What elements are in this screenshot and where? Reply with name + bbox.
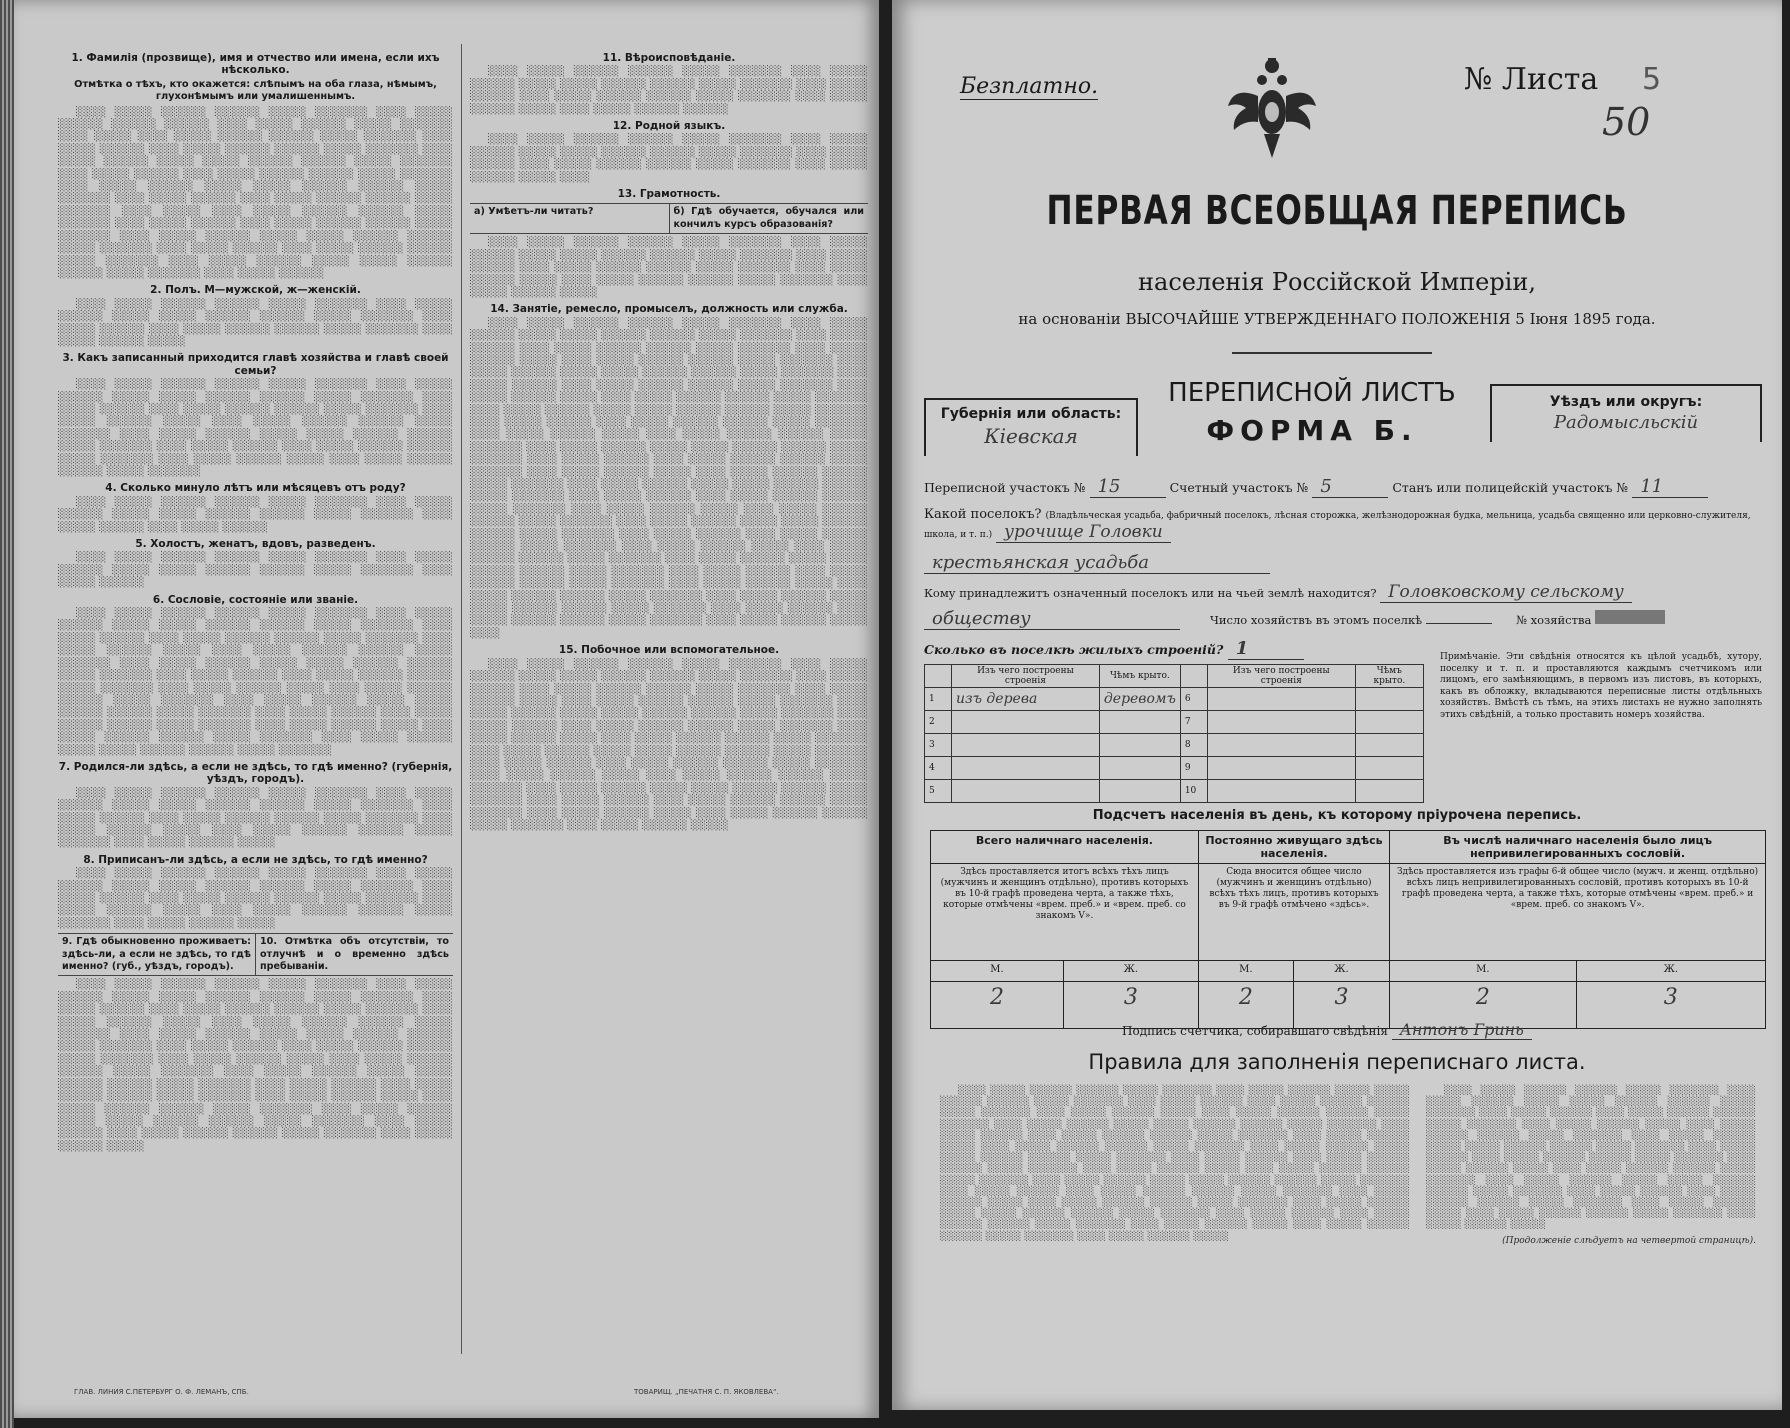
column-header: Постоянно живущаго здѣсь населенія. <box>1198 831 1389 864</box>
population-count-table <box>930 830 1766 1029</box>
section-title: 3. Какъ записанный приходится главѣ хозяйства и главѣ своей семьи? <box>62 352 449 377</box>
section-1 <box>58 52 453 280</box>
material-cell <box>1207 780 1355 803</box>
title-rule <box>1232 352 1432 354</box>
section-title: 14. Занятіе, ремесло, промыселъ, должность или служба. <box>490 303 848 316</box>
unprivileged-male-count: 2 <box>1390 982 1576 1029</box>
roof-cell <box>1099 780 1180 803</box>
body-text-block: ░░░░ ░░░░░ ░░░░░░ ░░░░░░ ░░░░░ ░░░░░░░ ░░░░ ░░░░░ ░░░░░░ ░░░░░░ ░░░░░░ ░░░░ ░░░░░ ░░░░░░ ░░░░░ ░░░░░░░ ░░░░ ░░░░░ ░░░░ ░░░░░ ░░░░░░ ░░░░░░ ░░░░░ ░░░░░░░ ░░░░ ░░░░░ ░░░░░░ ░░░░ ░░░░░ ░░░░░░ ░░░░░░ ░░░░░ ░░░░░░░ ░░░░ ░░░░░ ░░░░░░ ░░░░░ ░░░░░ ░░░░░░ ░░░░░░ ░░░░░ ░░░░░░░ ░░░░ ░░░░░ ░░░░░░ ░░░░ ░░░░░ ░░░░░░ ░░░░░░ ░░░░░ ░░░░░░░ ░░░░ ░░░░░ ░░░░░░ ░░░░░ ░░░░░ ░░░░░░ ░░░░░░ ░░░░░ ░░░░░░░ ░░░░ ░░░░░ ░░░░░░ ░░░░ ░░░░░ ░░░░░░ ░░░░░░ ░░░░░ ░░░░░░░ ░░░░ ░░░░░ ░░░░ ░░░░░ ░░░░░░ ░░░░░░ ░░░░░ ░░░░░░░ ░░░░ ░░░░░ ░░░░░░ ░░░░ ░░░░░ ░░░░░░ ░░░░░░ ░░░░░ ░░░░░░░ ░░░░ ░░░░░ ░░░░░░ ░░░░░ ░░░░░ ░░░░░░ ░░░░░░ ░░░░░ ░░░░░░░ ░░░░ ░░░░░ ░░░░░░ ░░░░ ░░░░░ ░░░░░░ ░░░░░░ ░░░░░ ░░░░░░░ ░░░░ ░░░░░ ░░░░░░ ░░░░░ ░░░░░ ░░░░░░ ░░░░░░ ░░░░░ ░░░░░░░ ░░░░ ░░░░░ ░░░░░░ <box>58 106 453 279</box>
settlement-value-2: крестьянская усадьба <box>924 552 1270 574</box>
province-value: Кіевская <box>984 424 1078 448</box>
sheet-number-label: № Листа <box>1464 62 1599 97</box>
continuation-note: (Продолженіе слѣдуетъ на четвертой страницѣ). <box>1502 1235 1756 1246</box>
body-text-block: ░░░░ ░░░░░ ░░░░░░ ░░░░░░ ░░░░░ ░░░░░░░ ░░░░ ░░░░░ ░░░░░░ ░░░░░ ░░░░░ ░░░░░░ ░░░░░░ ░░░░░ ░░░░░░░ ░░░░ ░░░░░ ░░░░░░ ░░░░ ░░░░░ ░░░░░░ ░░░░░░ ░░░░░ ░░░░░░░ ░░░░ ░░░░░ ░░░░░░ ░░░░░ ░░░░ ░░░░░ ░░░░░░ ░░░░░░ ░░░░░ ░░░░░░░ ░░░░ ░░░░░ ░░░░░░ ░░░░░ <box>470 237 868 298</box>
section-4 <box>58 482 453 534</box>
body-text-block: ░░░░ ░░░░░ ░░░░░░ ░░░░░░ ░░░░░ ░░░░░░░ ░░░░ ░░░░░ ░░░░░░ ░░░░░ ░░░░░ ░░░░░░ ░░░░░░ ░░░░░ ░░░░░░░ ░░░░ ░░░░░ ░░░░░░ ░░░░ ░░░░░ ░░░░░░ ░░░░░░ ░░░░░ ░░░░░░░ ░░░░ ░░░░░ ░░░░░░ ░░░░░ ░░░░ ░░░░░ ░░░░░░ ░░░░░░ ░░░░░ ░░░░░░░ ░░░░ ░░░░░ ░░░░░░ ░░░░░ <box>58 868 453 929</box>
census-precinct-label: Переписной участокъ № <box>924 480 1086 495</box>
material-cell <box>1207 734 1355 757</box>
roof-cell <box>1355 780 1423 803</box>
body-text-block: ░░░░ ░░░░░ ░░░░░░ ░░░░░░ ░░░░░ ░░░░░░░ ░░░░ ░░░░░ ░░░░░░ ░░░░░ ░░░░░ ░░░░░░ ░░░░░░ ░░░░░ ░░░░░░░ ░░░░ ░░░░░ ░░░░░░ ░░░░ ░░░░░ ░░░░░░ ░░░░░░ ░░░░░ ░░░░░░░ ░░░░ ░░░░░ ░░░░░░ ░░░░░ ░░░░ ░░░░░ ░░░░░░ ░░░░░░ ░░░░░ ░░░░░░░ ░░░░ ░░░░░ ░░░░░░ ░░░░░ ░░░░░ ░░░░░░ ░░░░░░ ░░░░░ ░░░░░░░ ░░░░ ░░░░░ ░░░░░░ ░░░░ ░░░░░ ░░░░░░ ░░░░░░ ░░░░░ ░░░░░░░ ░░░░ ░░░░░ ░░░░░░ ░░░░░ ░░░░ ░░░░░ ░░░░░░ ░░░░░░ ░░░░░ ░░░░░░░ ░░░░ ░░░░░ ░░░░░░ ░░░░░ ░░░░░ ░░░░░░ ░░░░░░ ░░░░░ ░░░░░░░ ░░░░ ░░░░░ ░░░░░░ ░░░░ ░░░░░ ░░░░░░ ░░░░░░ ░░░░░ ░░░░░░░ ░░░░ ░░░░░ ░░░░░░ ░░░░░ ░░░░ ░░░░░ ░░░░░░ ░░░░░░ ░░░░░ ░░░░░░░ ░░░░ ░░░░░ ░░░░░░ ░░░░░ ░░░░░ ░░░░░░ ░░░░░░ ░░░░░ ░░░░░░░ <box>58 608 453 756</box>
province-label: Губернія или область: <box>940 406 1122 422</box>
table-row <box>925 757 1424 780</box>
sex-header-row <box>931 961 1766 982</box>
roof-cell: деревомъ <box>1099 688 1180 711</box>
section-11 <box>470 52 868 116</box>
imprint-left: ГЛАВ. ЛИНИЯ С.ПЕТЕРБУРГ О. Ф. ЛЕМАНЪ, СПБ. <box>74 1388 249 1396</box>
census-title: ПЕРВАЯ ВСЕОБЩАЯ ПЕРЕПИСЬ <box>1046 188 1628 234</box>
section-3 <box>58 352 453 478</box>
section-title: 4. Сколько минуло лѣтъ или мѣсяцевъ отъ роду? <box>105 482 406 495</box>
enumerator-signature-row <box>1122 1020 1532 1040</box>
section-title: 8. Приписанъ-ли здѣсь, а если не здѣсь, то гдѣ именно? <box>83 853 428 866</box>
male-header: М. <box>1390 961 1576 982</box>
section-10-title: 10. Отмѣтка объ отсутствіи, то отлучнѣ и о временно здѣсь пребываніи. <box>260 936 449 973</box>
column-description: Здѣсь проставляется изъ графы 6-й общее число (мужч. и женщ. отдѣльно) всѣхъ лицъ непривилегированныхъ сословій, противъ которыхъ въ 10-й графѣ проведена черта, а также тѣхъ, которые отмѣчены «врем. преб.» и «врем. преб. со знакомъ V». <box>1390 864 1766 961</box>
population-count-title: Подсчетъ населенія въ день, къ которому пріурочена перепись. <box>1092 808 1582 823</box>
instructions-column-1 <box>58 48 453 1156</box>
buildings-note: Примѣчаніе. Эти свѣдѣнія относятся къ цѣлой усадьбѣ, хутору, поселку и т. п. и проставляются каждымъ счетчикомъ или лицомъ, его замѣняющимъ, в первомъ изъ листовъ, въ которыхъ, какъ въ обложку, вкладываются переписные листы отдѣльныхъ хозяйствъ. Вмѣстѣ съ тѣмъ, на этихъ листахъ не нужно заполнять этихъ свѣдѣній, а только проставить номеръ хозяйства. <box>1440 652 1762 720</box>
section-13a-title: а) Умѣетъ-ли читать? <box>470 204 670 233</box>
owner-label: Кому принадлежитъ означенный поселокъ или на чьей землѣ находится? <box>924 586 1377 600</box>
buildings-table <box>924 664 1424 803</box>
section-title: 6. Сословіе, состояніе или званіе. <box>152 593 359 606</box>
table-row <box>925 711 1424 734</box>
form-type-title: ФОРМА Б. <box>1206 414 1418 447</box>
section-title: 11. Вѣроисповѣданіе. <box>602 52 736 64</box>
section-2 <box>58 284 453 348</box>
material-cell <box>952 757 1100 780</box>
male-header: М. <box>1198 961 1293 982</box>
archive-page-number: 50 <box>1602 100 1651 144</box>
buildings-label: Сколько въ поселкѣ жилыхъ строеній? <box>924 642 1224 657</box>
settlement-label: Какой поселокъ? <box>924 507 1042 522</box>
section-13-split <box>470 203 868 234</box>
section-12 <box>470 120 868 184</box>
female-header: Ж. <box>1293 961 1389 982</box>
row-number: 5 <box>925 780 952 803</box>
resident-female-count: 3 <box>1293 982 1389 1029</box>
signature-label: Подпись счетчика, собиравшаго свѣдѣнія <box>1122 1024 1388 1038</box>
owner-value-2: обществу <box>924 608 1180 630</box>
police-precinct-value: 11 <box>1632 476 1708 498</box>
census-subtitle: населенія Россійской Имперіи, <box>1138 268 1536 296</box>
census-precinct-value: 15 <box>1090 476 1166 498</box>
signature-value: Антонъ Гринь <box>1392 1020 1532 1040</box>
free-of-charge-label: Безплатно. <box>960 74 1099 99</box>
table-row <box>925 688 1424 711</box>
owner-value: Головковскому сельскому <box>1380 582 1632 603</box>
settlement-row-2 <box>924 552 1270 574</box>
roof-cell <box>1099 711 1180 734</box>
body-text-block: ░░░░ ░░░░░ ░░░░░░ ░░░░░░ ░░░░░ ░░░░░░░ ░░░░ ░░░░░ ░░░░░░ ░░░░░ ░░░░░ ░░░░░░ ░░░░░░ ░░░░░ ░░░░░░░ ░░░░ ░░░░░ ░░░░░░ ░░░░ ░░░░░ ░░░░░░ ░░░░░░ ░░░░░ ░░░░░░░ ░░░░ ░░░░░ ░░░░░░ ░░░░░ ░░░░ ░░░░░ ░░░░░░ ░░░░░░ ░░░░░ ░░░░░░░ ░░░░ ░░░░░ ░░░░░░ ░░░░░ ░░░░░ ░░░░░░ ░░░░░░ ░░░░░ ░░░░░░░ ░░░░ ░░░░░ ░░░░░░ ░░░░ ░░░░░ ░░░░░░ ░░░░░░ ░░░░░ ░░░░░░░ ░░░░ ░░░░░ ░░░░░░ ░░░░░ ░░░░ ░░░░░ ░░░░░░ ░░░░░░ ░░░░░ ░░░░░░░ ░░░░ ░░░░░ ░░░░░░ ░░░░░ ░░░░░ ░░░░░░ ░░░░░░ ░░░░░ ░░░░░░░ ░░░░ ░░░░░ ░░░░░░ ░░░░ ░░░░░ ░░░░░░ ░░░░░░ ░░░░░ ░░░░░░░ ░░░░ ░░░░░ ░░░░░░ ░░░░░ ░░░░ ░░░░░ ░░░░░░ ░░░░░░ ░░░░░ ░░░░░░░ ░░░░ ░░░░░ ░░░░░░ ░░░░░ ░░░░░ ░░░░░░ ░░░░░░ ░░░░░ ░░░░░░░ ░░░░ ░░░░░ ░░░░░░ ░░░░ ░░░░░ ░░░░░░ ░░░░░░ ░░░░░ ░░░░░░░ ░░░░ ░░░░░ ░░░░░░ ░░░░░ ░░░░ ░░░░░ ░░░░░░ ░░░░░░ ░░░░░ ░░░░░░░ ░░░░ ░░░░░ ░░░░░░ ░░░░░ ░░░░░ ░░░░░░ ░░░░░░ ░░░░░ ░░░░░░░ ░░░░ ░░░░░ ░░░░░░ ░░░░ ░░░░░ ░░░░░░ ░░░░░░ ░░░░░ ░░░░░░░ ░░░░ ░░░░░ ░░░░░░ ░░░░░ ░░░░ ░░░░░ ░░░░░░ ░░░░░░ ░░░░░ ░░░░░░░ ░░░░ ░░░░░ ░░░░░░ ░░░░░ ░░░░░ ░░░░░░ ░░░░░░ ░░░░░ ░░░░░░░ ░░░░ ░░░░░ ░░░░░░ ░░░░ ░░░░░ ░░░░░░ ░░░░░░ ░░░░░ ░░░░░░░ ░░░░ ░░░░░ ░░░░░░ ░░░░░ ░░░░ ░░░░░ ░░░░░░ ░░░░░░ ░░░░░ ░░░░░░░ ░░░░ ░░░░░ ░░░░░░ ░░░░░ ░░░░░ ░░░░░░ ░░░░░░ ░░░░░ ░░░░░░░ ░░░░ ░░░░░ ░░░░░░ ░░░░ ░░░░░ ░░░░░░ ░░░░░░ ░░░░░ ░░░░░░░ ░░░░ ░░░░░ ░░░░░░ ░░░░░ ░░░░ ░░░░░ ░░░░░░ ░░░░░░ ░░░░░ ░░░░░░░ ░░░░ ░░░░░ ░░░░░░ ░░░░░ ░░░░░ ░░░░░░ ░░░░░░ ░░░░░ ░░░░░░░ ░░░░ ░░░░░ ░░░░░░ ░░░░ ░░░░░ ░░░░░░ ░░░░░░ ░░░░░ ░░░░░░░ ░░░░ ░░░░░ ░░░░░░ ░░░░░ ░░░░ <box>470 317 868 639</box>
section-13 <box>470 188 868 299</box>
rules-column-1 <box>940 1086 1410 1246</box>
rules-column-2 <box>1426 1086 1756 1247</box>
body-text-block: ░░░░ ░░░░░ ░░░░░░ ░░░░░░ ░░░░░ ░░░░░░░ ░░░░ ░░░░░ ░░░░░░ ░░░░░ ░░░░░ ░░░░░░ ░░░░░░ ░░░░░ ░░░░░░░ ░░░░ ░░░░░ ░░░░░░ ░░░░ ░░░░░ ░░░░░░ ░░░░░░ ░░░░░ ░░░░░░░ ░░░░ ░░░░░ ░░░░░░ ░░░░░ ░░░░ ░░░░░ ░░░░░░ ░░░░░░ ░░░░░ ░░░░░░░ ░░░░ ░░░░░ ░░░░░░ ░░░░░ <box>58 787 453 849</box>
roof-cell <box>1355 734 1423 757</box>
row-number: 3 <box>925 734 952 757</box>
body-text-block: ░░░░ ░░░░░ ░░░░░░ ░░░░░░ ░░░░░ ░░░░░░░ ░░░░ ░░░░░ ░░░░░░ ░░░░░ ░░░░░ ░░░░░░ ░░░░░░ ░░░░░ ░░░░░░░ ░░░░ ░░░░░ ░░░░░░ ░░░░ ░░░░░ ░░░░░░ <box>58 496 453 533</box>
section-9-10-split <box>58 933 453 976</box>
column-header: Въ числѣ наличнаго населенія было лицъ непривилегированныхъ сословій. <box>1390 831 1766 864</box>
section-title: 12. Родной языкъ. <box>612 120 726 133</box>
female-header: Ж. <box>1063 961 1198 982</box>
material-cell: изъ дерева <box>952 688 1100 711</box>
column-header: Всего наличнаго населенія. <box>931 831 1199 864</box>
household-number-label: № хозяйства <box>1516 613 1592 627</box>
material-cell <box>952 734 1100 757</box>
section-8 <box>58 854 453 930</box>
section-5 <box>58 538 453 590</box>
material-cell <box>952 711 1100 734</box>
settlement-row <box>924 506 1754 543</box>
row-number: 4 <box>925 757 952 780</box>
police-precinct-label: Станъ или полицейскій участокъ № <box>1392 480 1629 495</box>
section-6 <box>58 594 453 757</box>
counting-precinct-label: Счетный участокъ № <box>1169 480 1309 495</box>
section-title: 1. Фамилія (прозвище), имя и отчество или имена, если ихъ нѣсколько. <box>71 52 440 77</box>
roof-cell <box>1355 711 1423 734</box>
material-cell <box>952 780 1100 803</box>
material-cell <box>1207 711 1355 734</box>
column-divider <box>461 44 462 1354</box>
roof-cell <box>1099 757 1180 780</box>
count-description-row <box>931 864 1766 961</box>
section-7 <box>58 761 453 850</box>
counting-precinct-value: 5 <box>1312 476 1388 498</box>
column-header: Чѣмъ крыто. <box>1099 665 1180 688</box>
imprint-right: ТОВАРИЩ. „ПЕЧАТНЯ С. П. ЯКОВЛЕВА“. <box>634 1388 779 1396</box>
table-row <box>925 780 1424 803</box>
section-13b-title: б) Гдѣ обучается, обучался или кончилъ курсъ образованія? <box>673 206 864 230</box>
unprivileged-female-count: 3 <box>1576 982 1765 1029</box>
roof-cell <box>1355 688 1423 711</box>
column-header: Чѣмъ крыто. <box>1355 665 1423 688</box>
household-number-redacted <box>1595 610 1665 624</box>
province-box <box>924 398 1138 456</box>
buildings-table-header <box>925 665 1424 688</box>
count-header-row <box>931 831 1766 864</box>
body-text-block: ░░░░ ░░░░░ ░░░░░░ ░░░░░░ ░░░░░ ░░░░░░░ ░░░░ ░░░░░ ░░░░░░ ░░░░░ ░░░░░ ░░░░░░ ░░░░░░ ░░░░░ ░░░░░░░ ░░░░ ░░░░░ ░░░░░░ ░░░░ ░░░░░ ░░░░░░ ░░░░░░ ░░░░░ ░░░░░░░ ░░░░ ░░░░░ ░░░░░░ ░░░░░ ░░░░ ░░░░░ ░░░░░░ ░░░░░░ ░░░░░ ░░░░░░░ ░░░░ ░░░░░ ░░░░░░ ░░░░░ ░░░░░ ░░░░░░ ░░░░░░ ░░░░░ ░░░░░░░ ░░░░ ░░░░░ ░░░░░░ ░░░░ ░░░░░ ░░░░░░ ░░░░░░ ░░░░░ ░░░░░░░ ░░░░ ░░░░░ ░░░░░░ ░░░░░ ░░░░ ░░░░░ ░░░░░░ ░░░░░░ ░░░░░ ░░░░░░░ <box>58 379 453 477</box>
row-number: 1 <box>925 688 952 711</box>
settlement-value: урочище Головки <box>996 522 1171 543</box>
body-text-block: ░░░░ ░░░░░ ░░░░░░ ░░░░░░ ░░░░░ ░░░░░░░ ░░░░ ░░░░░ ░░░░░░ ░░░░░ ░░░░░ ░░░░░░ ░░░░░░ ░░░░░ ░░░░░░░ ░░░░ ░░░░░ ░░░░░░ <box>58 552 453 589</box>
body-text-block: ░░░░ ░░░░░ ░░░░░░ ░░░░░░ ░░░░░ ░░░░░░░ ░░░░ ░░░░░ ░░░░░░ ░░░░░ ░░░░░ ░░░░░░ ░░░░░░ ░░░░░ ░░░░░░░ ░░░░ ░░░░░ ░░░░░░ ░░░░ ░░░░░ ░░░░░░ ░░░░░░ ░░░░░ ░░░░░░░ ░░░░ ░░░░░ ░░░░░░ ░░░░░ ░░░░ ░░░░░ ░░░░░░ ░░░░░░ <box>470 66 868 115</box>
row-number: 10 <box>1180 780 1207 803</box>
instructions-column-2 <box>470 48 868 835</box>
precinct-row <box>924 476 1708 498</box>
row-number: 9 <box>1180 757 1207 780</box>
column-description: Здѣсь проставляется итогъ всѣхъ тѣхъ лицъ (мужчинъ и женщинъ отдѣльно), противъ которыхъ въ 10-й графѣ проведена черта, а также тѣхъ, которые отмѣчены «врем. преб.» и «врем. преб. со знакомъ V». <box>931 864 1199 961</box>
roof-cell <box>1099 734 1180 757</box>
body-text-block: ░░░░ ░░░░░ ░░░░░░ ░░░░░░ ░░░░░ ░░░░░░░ ░░░░ ░░░░░ ░░░░░░ ░░░░░ ░░░░░ ░░░░░░ ░░░░░░ ░░░░░ ░░░░░░░ ░░░░ ░░░░░ ░░░░░░ ░░░░ ░░░░░ ░░░░░░ ░░░░░░ ░░░░░ ░░░░░░░ ░░░░ ░░░░░ ░░░░░░ ░░░░░ ░░░░ ░░░░░ ░░░░░░ ░░░░░░ ░░░░░ ░░░░░░░ ░░░░ ░░░░░ ░░░░░░ ░░░░░ ░░░░░ ░░░░░░ ░░░░░░ ░░░░░ ░░░░░░░ ░░░░ ░░░░░ ░░░░░░ ░░░░ ░░░░░ ░░░░░░ ░░░░░░ ░░░░░ ░░░░░░░ ░░░░ ░░░░░ ░░░░░░ ░░░░░ ░░░░ ░░░░░ ░░░░░░ ░░░░░░ ░░░░░ ░░░░░░░ ░░░░ ░░░░░ ░░░░░░ ░░░░░ ░░░░░ ░░░░░░ ░░░░░░ ░░░░░ ░░░░░░░ ░░░░ ░░░░░ ░░░░░░ ░░░░ ░░░░░ ░░░░░░ ░░░░░░ ░░░░░ ░░░░░░░ ░░░░ ░░░░░ ░░░░░░ ░░░░░ ░░░░ ░░░░░ ░░░░░░ ░░░░░░ ░░░░░ ░░░░░░░ ░░░░ ░░░░░ ░░░░░░ ░░░░░ <box>1426 1086 1756 1231</box>
table-row <box>925 734 1424 757</box>
body-text-block: ░░░░ ░░░░░ ░░░░░░ ░░░░░░ ░░░░░ ░░░░░░░ ░░░░ ░░░░░ ░░░░░░ ░░░░░ ░░░░░ ░░░░░░ ░░░░░░ ░░░░░ ░░░░░░░ ░░░░ ░░░░░ ░░░░░░ ░░░░ ░░░░░ ░░░░░░ ░░░░░░ ░░░░░ ░░░░░░░ ░░░░ ░░░░░ ░░░░░░ ░░░░░ ░░░░ ░░░░░ ░░░░░░ ░░░░░░ ░░░░░ ░░░░░░░ ░░░░ ░░░░░ ░░░░░░ ░░░░░ ░░░░░ ░░░░░░ ░░░░░░ ░░░░░ ░░░░░░░ ░░░░ ░░░░░ ░░░░░░ ░░░░ ░░░░░ ░░░░░░ ░░░░░░ ░░░░░ ░░░░░░░ ░░░░ ░░░░░ ░░░░░░ ░░░░░ ░░░░ ░░░░░ ░░░░░░ ░░░░░░ ░░░░░ ░░░░░░░ ░░░░ ░░░░░ ░░░░░░ ░░░░░ ░░░░░ ░░░░░░ ░░░░░░ ░░░░░ ░░░░░░░ ░░░░ ░░░░░ ░░░░░░ ░░░░ ░░░░░ ░░░░░░ ░░░░░░ ░░░░░ ░░░░░░░ ░░░░ ░░░░░ ░░░░░░ ░░░░░ ░░░░ ░░░░░ ░░░░░░ ░░░░░░ ░░░░░ ░░░░░░░ ░░░░ ░░░░░ ░░░░░░ ░░░░░ ░░░░░ ░░░░░░ ░░░░░░ ░░░░░ ░░░░░░░ ░░░░ ░░░░░ ░░░░░░ ░░░░ ░░░░░ ░░░░░░ ░░░░░░ ░░░░░ ░░░░░░░ ░░░░ ░░░░░ ░░░░░░ ░░░░░ ░░░░ ░░░░░ ░░░░░░ ░░░░░░ ░░░░░ ░░░░░░░ ░░░░ ░░░░░ ░░░░░░ ░░░░░ ░░░░░ ░░░░░░ ░░░░░░ ░░░░░ ░░░░░░░ ░░░░ ░░░░░ ░░░░░░ ░░░░ ░░░░░ ░░░░░░ ░░░░░░ ░░░░░ ░░░░░░░ ░░░░ ░░░░░ ░░░░░░ ░░░░░ ░░░░ ░░░░░ ░░░░░░ ░░░░░░ ░░░░░ ░░░░░░░ ░░░░ ░░░░░ ░░░░░░ ░░░░░ <box>940 1086 1410 1242</box>
male-header: М. <box>931 961 1064 982</box>
buildings-row <box>924 638 1304 660</box>
left-page-instructions <box>14 0 879 1418</box>
rules-title: Правила для заполненія переписнаго листа. <box>1088 1050 1586 1074</box>
section-subtitle: Отмѣтка о тѣхъ, кто окажется: слѣпымъ на оба глаза, нѣмымъ, глухонѣмымъ или умалишеннымъ. <box>74 78 437 103</box>
households-count-label: Число хозяйствъ въ этомъ поселкѣ <box>1209 613 1423 627</box>
buildings-value: 1 <box>1228 638 1304 660</box>
owner-row-2 <box>924 608 1764 630</box>
roof-cell <box>1355 757 1423 780</box>
row-number: 2 <box>925 711 952 734</box>
district-box <box>1490 384 1762 442</box>
row-number: 7 <box>1180 711 1207 734</box>
settlement-hint: (Владѣльческая усадьба, фабричный поселокъ, лѣсная сторожка, желѣзнодорожная будка, мельница, усадьба священно или церковно-служителя, школа, и т. п.) <box>924 511 1751 540</box>
column-description: Сюда вносится общее число (мужчинъ и женщинъ отдѣльно) всѣхъ тѣхъ лицъ, противъ которыхъ въ 9-й графѣ отмѣчено «здѣсь». <box>1198 864 1389 961</box>
right-page-census-form <box>892 0 1782 1410</box>
census-legal-basis: на основаніи ВЫСОЧАЙШЕ УТВЕРЖДЕННАГО ПОЛОЖЕНІЯ 5 Іюня 1895 года. <box>1018 310 1656 328</box>
district-label: Уѣздъ или округъ: <box>1549 394 1703 410</box>
material-cell <box>1207 757 1355 780</box>
owner-row <box>924 582 1764 603</box>
body-text-block: ░░░░ ░░░░░ ░░░░░░ ░░░░░░ ░░░░░ ░░░░░░░ ░░░░ ░░░░░ ░░░░░░ ░░░░░ ░░░░░ ░░░░░░ ░░░░░░ ░░░░░ ░░░░░░░ ░░░░ ░░░░░ ░░░░░░ ░░░░ ░░░░░ ░░░░░░ ░░░░░░ ░░░░░ ░░░░░░░ ░░░░ ░░░░░ ░░░░░░ ░░░░░ <box>58 298 453 347</box>
section-title: 2. Полъ. М—мужской, ж—женскій. <box>150 284 361 297</box>
row-number: 8 <box>1180 734 1207 757</box>
column-header: Изъ чего построены строенія <box>1207 665 1355 688</box>
binding-edge <box>0 0 14 1428</box>
section-14 <box>470 303 868 640</box>
present-female-count: 3 <box>1063 982 1198 1029</box>
body-text-block: ░░░░ ░░░░░ ░░░░░░ ░░░░░░ ░░░░░ ░░░░░░░ ░░░░ ░░░░░ ░░░░░░ ░░░░░ ░░░░░ ░░░░░░ ░░░░░░ ░░░░░ ░░░░░░░ ░░░░ ░░░░░ ░░░░░░ ░░░░ ░░░░░ ░░░░░░ ░░░░░░ ░░░░░ ░░░░░░░ ░░░░ ░░░░░ ░░░░░░ ░░░░░ ░░░░ ░░░░░ ░░░░░░ ░░░░░░ ░░░░░ ░░░░░░░ ░░░░ ░░░░░ ░░░░░░ ░░░░░ ░░░░░ ░░░░░░ ░░░░░░ ░░░░░ ░░░░░░░ ░░░░ ░░░░░ ░░░░░░ ░░░░ ░░░░░ ░░░░░░ ░░░░░░ ░░░░░ ░░░░░░░ ░░░░ ░░░░░ ░░░░░░ ░░░░░ ░░░░ ░░░░░ ░░░░░░ ░░░░░░ ░░░░░ ░░░░░░░ ░░░░ ░░░░░ ░░░░░░ ░░░░░ ░░░░░ ░░░░░░ ░░░░░░ ░░░░░ ░░░░░░░ ░░░░ ░░░░░ ░░░░░░ ░░░░ ░░░░░ ░░░░░░ ░░░░░░ ░░░░░ ░░░░░░░ ░░░░ ░░░░░ ░░░░░░ ░░░░░ ░░░░ ░░░░░ ░░░░░░ ░░░░░░ ░░░░░ ░░░░░░░ ░░░░ ░░░░░ ░░░░░░ ░░░░░ ░░░░░ ░░░░░░ ░░░░░░ ░░░░░ ░░░░░░░ ░░░░ ░░░░░ ░░░░░░ ░░░░ ░░░░░ ░░░░░░ ░░░░░░ ░░░░░ ░░░░░░░ ░░░░ ░░░░░ ░░░░░░ ░░░░░ <box>58 979 453 1152</box>
census-sheet-title: ПЕРЕПИСНОЙ ЛИСТЪ <box>1168 378 1456 408</box>
section-title: 15. Побочное или вспомогательное. <box>558 644 780 657</box>
district-value: Радомысльскій <box>1553 412 1699 433</box>
section-title: 13. Грамотность. <box>617 188 721 201</box>
resident-male-count: 2 <box>1198 982 1293 1029</box>
material-cell <box>1207 688 1355 711</box>
section-title: 7. Родился-ли здѣсь, а если не здѣсь, то гдѣ именно? (губернія, уѣздъ, городъ). <box>58 760 453 786</box>
present-male-count: 2 <box>931 982 1064 1029</box>
sheet-number-value: 5 <box>1642 62 1662 97</box>
body-text-block: ░░░░ ░░░░░ ░░░░░░ ░░░░░░ ░░░░░ ░░░░░░░ ░░░░ ░░░░░ ░░░░░░ ░░░░░ ░░░░░ ░░░░░░ ░░░░░░ ░░░░░ ░░░░░░░ ░░░░ ░░░░░ ░░░░░░ ░░░░ ░░░░░ ░░░░░░ ░░░░░░ ░░░░░ ░░░░░░░ ░░░░ ░░░░░ ░░░░░░ ░░░░░ ░░░░ <box>470 134 868 183</box>
body-text-block: ░░░░ ░░░░░ ░░░░░░ ░░░░░░ ░░░░░ ░░░░░░░ ░░░░ ░░░░░ ░░░░░░ ░░░░░ ░░░░░ ░░░░░░ ░░░░░░ ░░░░░ ░░░░░░░ ░░░░ ░░░░░ ░░░░░░ ░░░░ ░░░░░ ░░░░░░ ░░░░░░ ░░░░░ ░░░░░░░ ░░░░ ░░░░░ ░░░░░░ ░░░░░ ░░░░ ░░░░░ ░░░░░░ ░░░░░░ ░░░░░ ░░░░░░░ ░░░░ ░░░░░ ░░░░░░ ░░░░░ ░░░░░ ░░░░░░ ░░░░░░ ░░░░░ ░░░░░░░ ░░░░ ░░░░░ ░░░░░░ ░░░░ ░░░░░ ░░░░░░ ░░░░░░ ░░░░░ ░░░░░░░ ░░░░ ░░░░░ ░░░░░░ ░░░░░ ░░░░ ░░░░░ ░░░░░░ ░░░░░░ ░░░░░ ░░░░░░░ ░░░░ ░░░░░ ░░░░░░ ░░░░░ ░░░░░ ░░░░░░ ░░░░░░ ░░░░░ ░░░░░░░ ░░░░ ░░░░░ ░░░░░░ ░░░░ ░░░░░ ░░░░░░ ░░░░░░ ░░░░░ ░░░░░░░ ░░░░ ░░░░░ ░░░░░░ ░░░░░ ░░░░ ░░░░░ ░░░░░░ ░░░░░░ ░░░░░ ░░░░░░░ ░░░░ ░░░░░ ░░░░░░ ░░░░░ ░░░░░ ░░░░░░ ░░░░░░ ░░░░░ ░░░░░░░ ░░░░ ░░░░░ ░░░░░░ ░░░░ ░░░░░ ░░░░░░ ░░░░░░ ░░░░░ ░░░░░░░ ░░░░ ░░░░░ ░░░░░░ ░░░░░ ░░░░ ░░░░░ ░░░░░░ ░░░░░░ ░░░░░ ░░░░░░░ ░░░░ ░░░░░ ░░░░░░ ░░░░░ <box>470 658 868 831</box>
double-headed-eagle-emblem <box>1224 56 1320 166</box>
section-15 <box>470 644 868 832</box>
section-9-title: 9. Гдѣ обыкновенно проживаетъ: здѣсь-ли, а если не здѣсь, то гдѣ именно? (губ., уѣздъ, городъ). <box>58 934 256 975</box>
section-title: 5. Холостъ, женатъ, вдовъ, разведенъ. <box>135 538 376 551</box>
female-header: Ж. <box>1576 961 1765 982</box>
column-header: Изъ чего построены строенія <box>952 665 1100 688</box>
row-number: 6 <box>1180 688 1207 711</box>
households-count-value <box>1426 623 1492 624</box>
